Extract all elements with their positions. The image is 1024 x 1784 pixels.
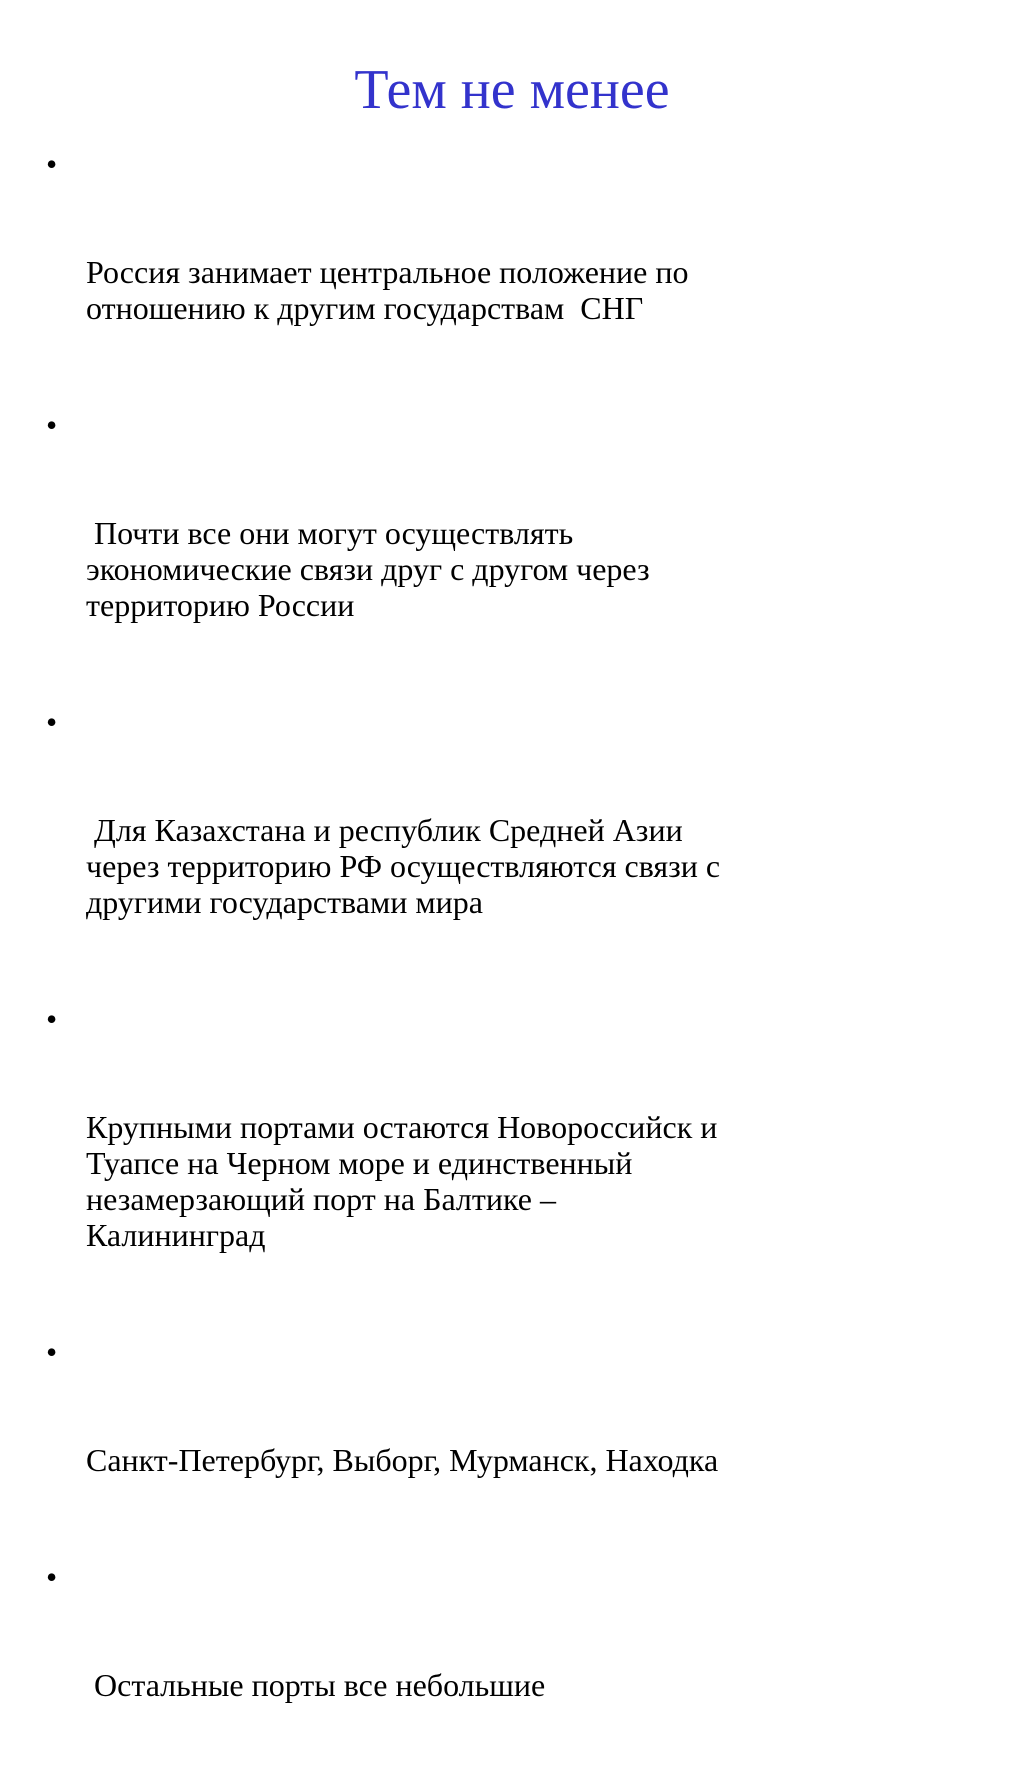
bullet-text: Крупными портами остаются Новороссийск и Туапсе на Черном море и единственный незамерзающий порт на Балтике – Калининград bbox=[86, 1109, 718, 1253]
bullet-dot-icon: • bbox=[46, 1334, 58, 1370]
bullet-text: Санкт-Петербург, Выборг, Мурманск, Находка bbox=[86, 1442, 719, 1478]
bullet-item bbox=[0, 1559, 1024, 1775]
bullet-dot-icon: • bbox=[46, 146, 58, 182]
bullet-dot-icon: • bbox=[46, 407, 58, 443]
slide-title: Тем не менее bbox=[354, 59, 670, 121]
bullet-text: Остальные порты все небольшие bbox=[86, 1667, 546, 1703]
bullet-text: Почти все они могут осуществлять экономические связи друг с другом через территорию России bbox=[86, 515, 650, 623]
bullet-item bbox=[0, 1334, 1024, 1550]
bullet-item bbox=[0, 146, 1024, 398]
bullet-item bbox=[0, 1001, 1024, 1325]
bullet-item bbox=[0, 704, 1024, 992]
bullet-text: Для Казахстана и республик Средней Азии через территорию РФ осуществляются связи с другими государствами мира bbox=[86, 812, 721, 920]
bullet-item bbox=[0, 407, 1024, 695]
bullet-dot-icon: • bbox=[46, 1001, 58, 1037]
bullet-list bbox=[0, 146, 1024, 1784]
bullet-dot-icon: • bbox=[46, 704, 58, 740]
bullet-text: Россия занимает центральное положение по отношению к другим государствам СНГ bbox=[86, 254, 689, 326]
bullet-dot-icon: • bbox=[46, 1559, 58, 1595]
